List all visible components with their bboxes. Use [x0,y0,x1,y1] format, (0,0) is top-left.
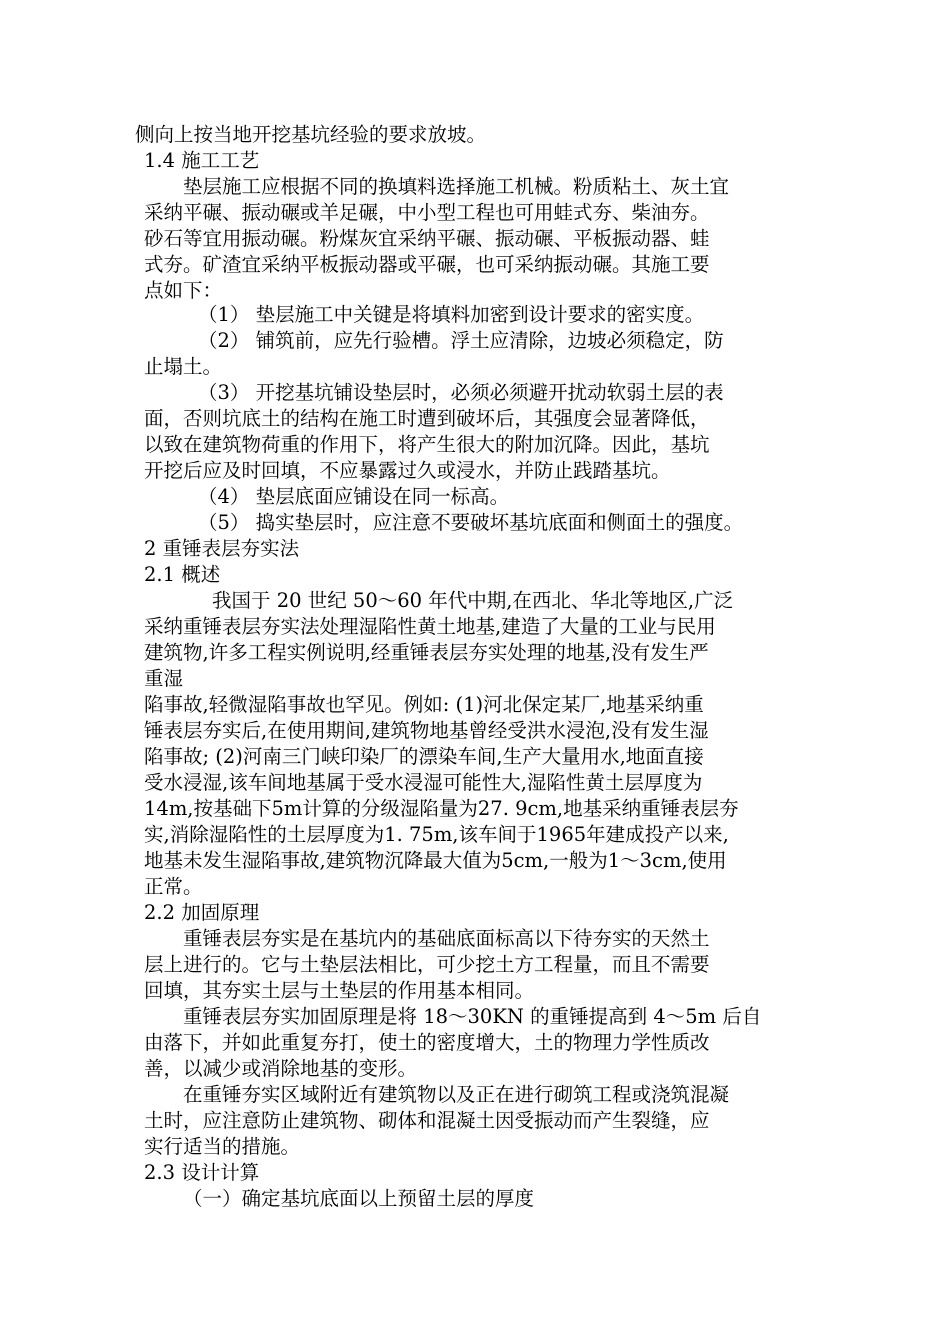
text-line: 层上进行的。它与土垫层法相比，可少挖土方工程量，而且不需要 [144,953,710,976]
text-line: 砂石等宜用振动碾。粉煤灰宜采纳平碾、振动碾、平板振动器、蛙 [144,227,710,250]
text-line: 回填，其夯实土层与土垫层的作用基本相同。 [144,979,535,1002]
text-line: 采纳平碾、振动碾或羊足碾，中小型工程也可用蛙式夯、柴油夯。 [144,201,710,224]
text-line: 重锤表层夯实加固原理是将 18～30KN 的重锤提高到 4～5m 后自 [183,1005,762,1028]
text-line: 由落下，并如此重复夯打，使土的密度增大，土的物理力学性质改 [144,1031,710,1054]
text-line: 以致在建筑物荷重的作用下，将产生很大的附加沉降。因此，基坑 [144,433,710,456]
text-line: 锤表层夯实后,在使用期间,建筑物地基曾经受洪水浸泡,没有发生湿 [144,719,709,742]
text-line: 陷事故; (2)河南三门峡印染厂的漂染车间,生产大量用水,地面直接 [144,745,704,768]
text-line: 止塌土。 [144,355,223,378]
list-item: （2） 铺筑前，应先行验槽。浮土应清除，边坡必须稳定，防 [198,329,724,352]
section-heading: 2.1 概述 [144,563,221,586]
section-heading: 2 重锤表层夯实法 [144,537,300,560]
section-heading: 2.2 加固原理 [144,901,260,924]
text-line: 点如下： [144,279,223,302]
text-line: 正常。 [144,875,203,898]
list-item: （4） 垫层底面应铺设在同一标高。 [198,485,510,508]
text-line: 侧向上按当地开挖基坑经验的要求放坡。 [135,123,487,146]
list-item: （3） 开挖基坑铺设垫层时，必须必须避开扰动软弱土层的表 [198,381,724,404]
text-line: 采纳重锤表层夯实法处理湿陷性黄土地基,建造了大量的工业与民用 [144,615,716,638]
text-line: 在重锤夯实区域附近有建筑物以及正在进行砌筑工程或浇筑混凝 [183,1083,730,1106]
text-line: 实行适当的措施。 [144,1135,301,1158]
text-line: 实,消除湿陷性的土层厚度为1. 75m,该车间于1965年建成投产以来, [144,823,729,846]
text-line: 式夯。矿渣宜采纳平板振动器或平碾，也可采纳振动碾。其施工要 [144,253,710,276]
section-heading: 1.4 施工工艺 [144,149,260,172]
section-heading: 2.3 设计计算 [144,1161,260,1184]
text-line: 开挖后应及时回填，不应暴露过久或浸水，并防止践踏基坑。 [144,459,671,482]
list-item: （5） 捣实垫层时，应注意不要破坏基坑底面和侧面土的强度。 [198,511,744,534]
list-item: （1） 垫层施工中关键是将填料加密到设计要求的密实度。 [198,303,705,326]
text-line: 善，以减少或消除地基的变形。 [144,1057,418,1080]
text-line: 面，否则坑底土的结构在施工时遭到破坏后，其强度会显著降低， [144,407,710,430]
text-line: （一）确定基坑底面以上预留土层的厚度 [183,1187,535,1210]
text-line: 重锤表层夯实是在基坑内的基础底面标高以下待夯实的天然土 [183,927,710,950]
text-line: 土时，应注意防止建筑物、砌体和混凝土因受振动而产生裂缝，应 [144,1109,710,1132]
text-line: 地基未发生湿陷事故,建筑物沉降最大值为5cm,一般为1～3cm,使用 [144,849,727,872]
text-line: 陷事故,轻微湿陷事故也罕见。例如: (1)河北保定某厂,地基采纳重 [144,693,704,716]
text-line: 我国于 20 世纪 50～60 年代中期,在西北、华北等地区,广泛 [212,589,734,612]
text-line: 受水浸湿,该车间地基属于受水浸湿可能性大,湿陷性黄土层厚度为 [144,771,703,794]
text-line: 14m,按基础下5m计算的分级湿陷量为27. 9cm,地基采纳重锤表层夯 [144,797,739,820]
text-line: 建筑物,许多工程实例说明,经重锤表层夯实处理的地基,没有发生严 [144,641,709,664]
text-line: 重湿 [144,667,184,690]
text-line: 垫层施工应根据不同的换填料选择施工机械。粉质粘土、灰土宜 [183,175,730,198]
